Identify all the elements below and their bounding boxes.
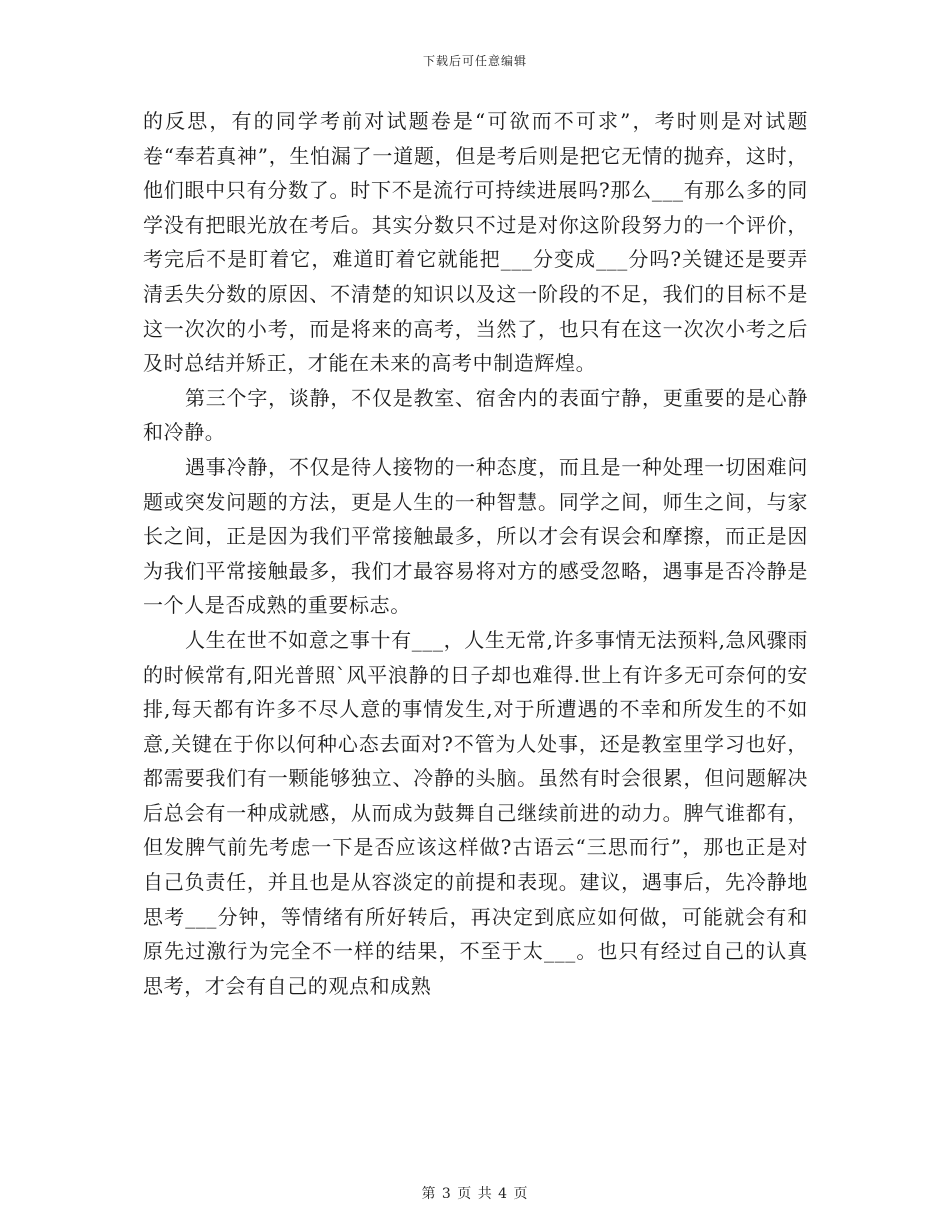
page-footer: [0, 1183, 950, 1203]
page-header-text: 下载后可任意编辑: [422, 54, 527, 68]
paragraph-reflection: 的反思，有的同学考前对试题卷是“可欲而不可求”，考时则是对试题卷“奉若真神”，生怕漏了一道题，但是考后则是把它无情的抛弃，这时，他们眼中只有分数了。时下不是流行可持续进展吗?那么___有那么多的同学没有把眼光放在考后。其实分数只不过是对你这阶段努力的一个评价，考完后不是盯着它，难道盯着它就能把___分变成___分吗?关键还是要弄清丢失分数的原因、不清楚的知识以及这一阶段的不足，我们的目标不是这一次次的小考，而是将来的高考，当然了，也只有在这一次次小考之后及时总结并矫正，才能在未来的高考中制造辉煌。: [143, 109, 808, 376]
page-header: [0, 52, 950, 69]
document-body: [143, 104, 808, 1003]
page-number: 第 3 页 共 4 页: [421, 1186, 529, 1202]
paragraph-life-in-world: 人生在世不如意之事十有___，人生无常,许多事情无法预料,急风骤雨的时候常有,阳光普照`风平浪静的日子却也难得.世上有许多无可奈何的安排,每天都有许多不尽人意的事情发生,对于所遭遇的不幸和所发生的不如意,关键在于你以何种心态去面对?不管为人处事，还是教室里学习也好，都需要我们有一颗能够独立、冷静的头脑。虽然有时会很累，但问题解决后总会有一种成就感，从而成为鼓舞自己继续前进的动力。脾气谁都有，但发脾气前先考虑一下是否应该这样做?古语云“三思而行”，那也正是对自己负责任，并且也是从容淡定的前提和表现。建议，遇事后，先冷静地思考___分钟，等情绪有所好转后，再决定到底应如何做，可能就会有和原先过激行为完全不一样的结果，不至于太___。也只有经过自己的认真思考，才会有自己的观点和成熟: [143, 627, 808, 998]
paragraph-stay-calm: 遇事冷静，不仅是待人接物的一种态度，而且是一种处理一切困难问题或突发问题的方法，更是人生的一种智慧。同学之间，师生之间，与家长之间，正是因为我们平常接触最多，所以才会有误会和摩擦，而正是因为我们平常接触最多，我们才最容易将对方的感受忽略，遇事是否冷静是一个人是否成熟的重要标志。: [143, 454, 808, 618]
paragraph-third-word-calm: 第三个字，谈静，不仅是教室、宿舍内的表面宁静，更重要的是心静和冷静。: [143, 385, 808, 445]
